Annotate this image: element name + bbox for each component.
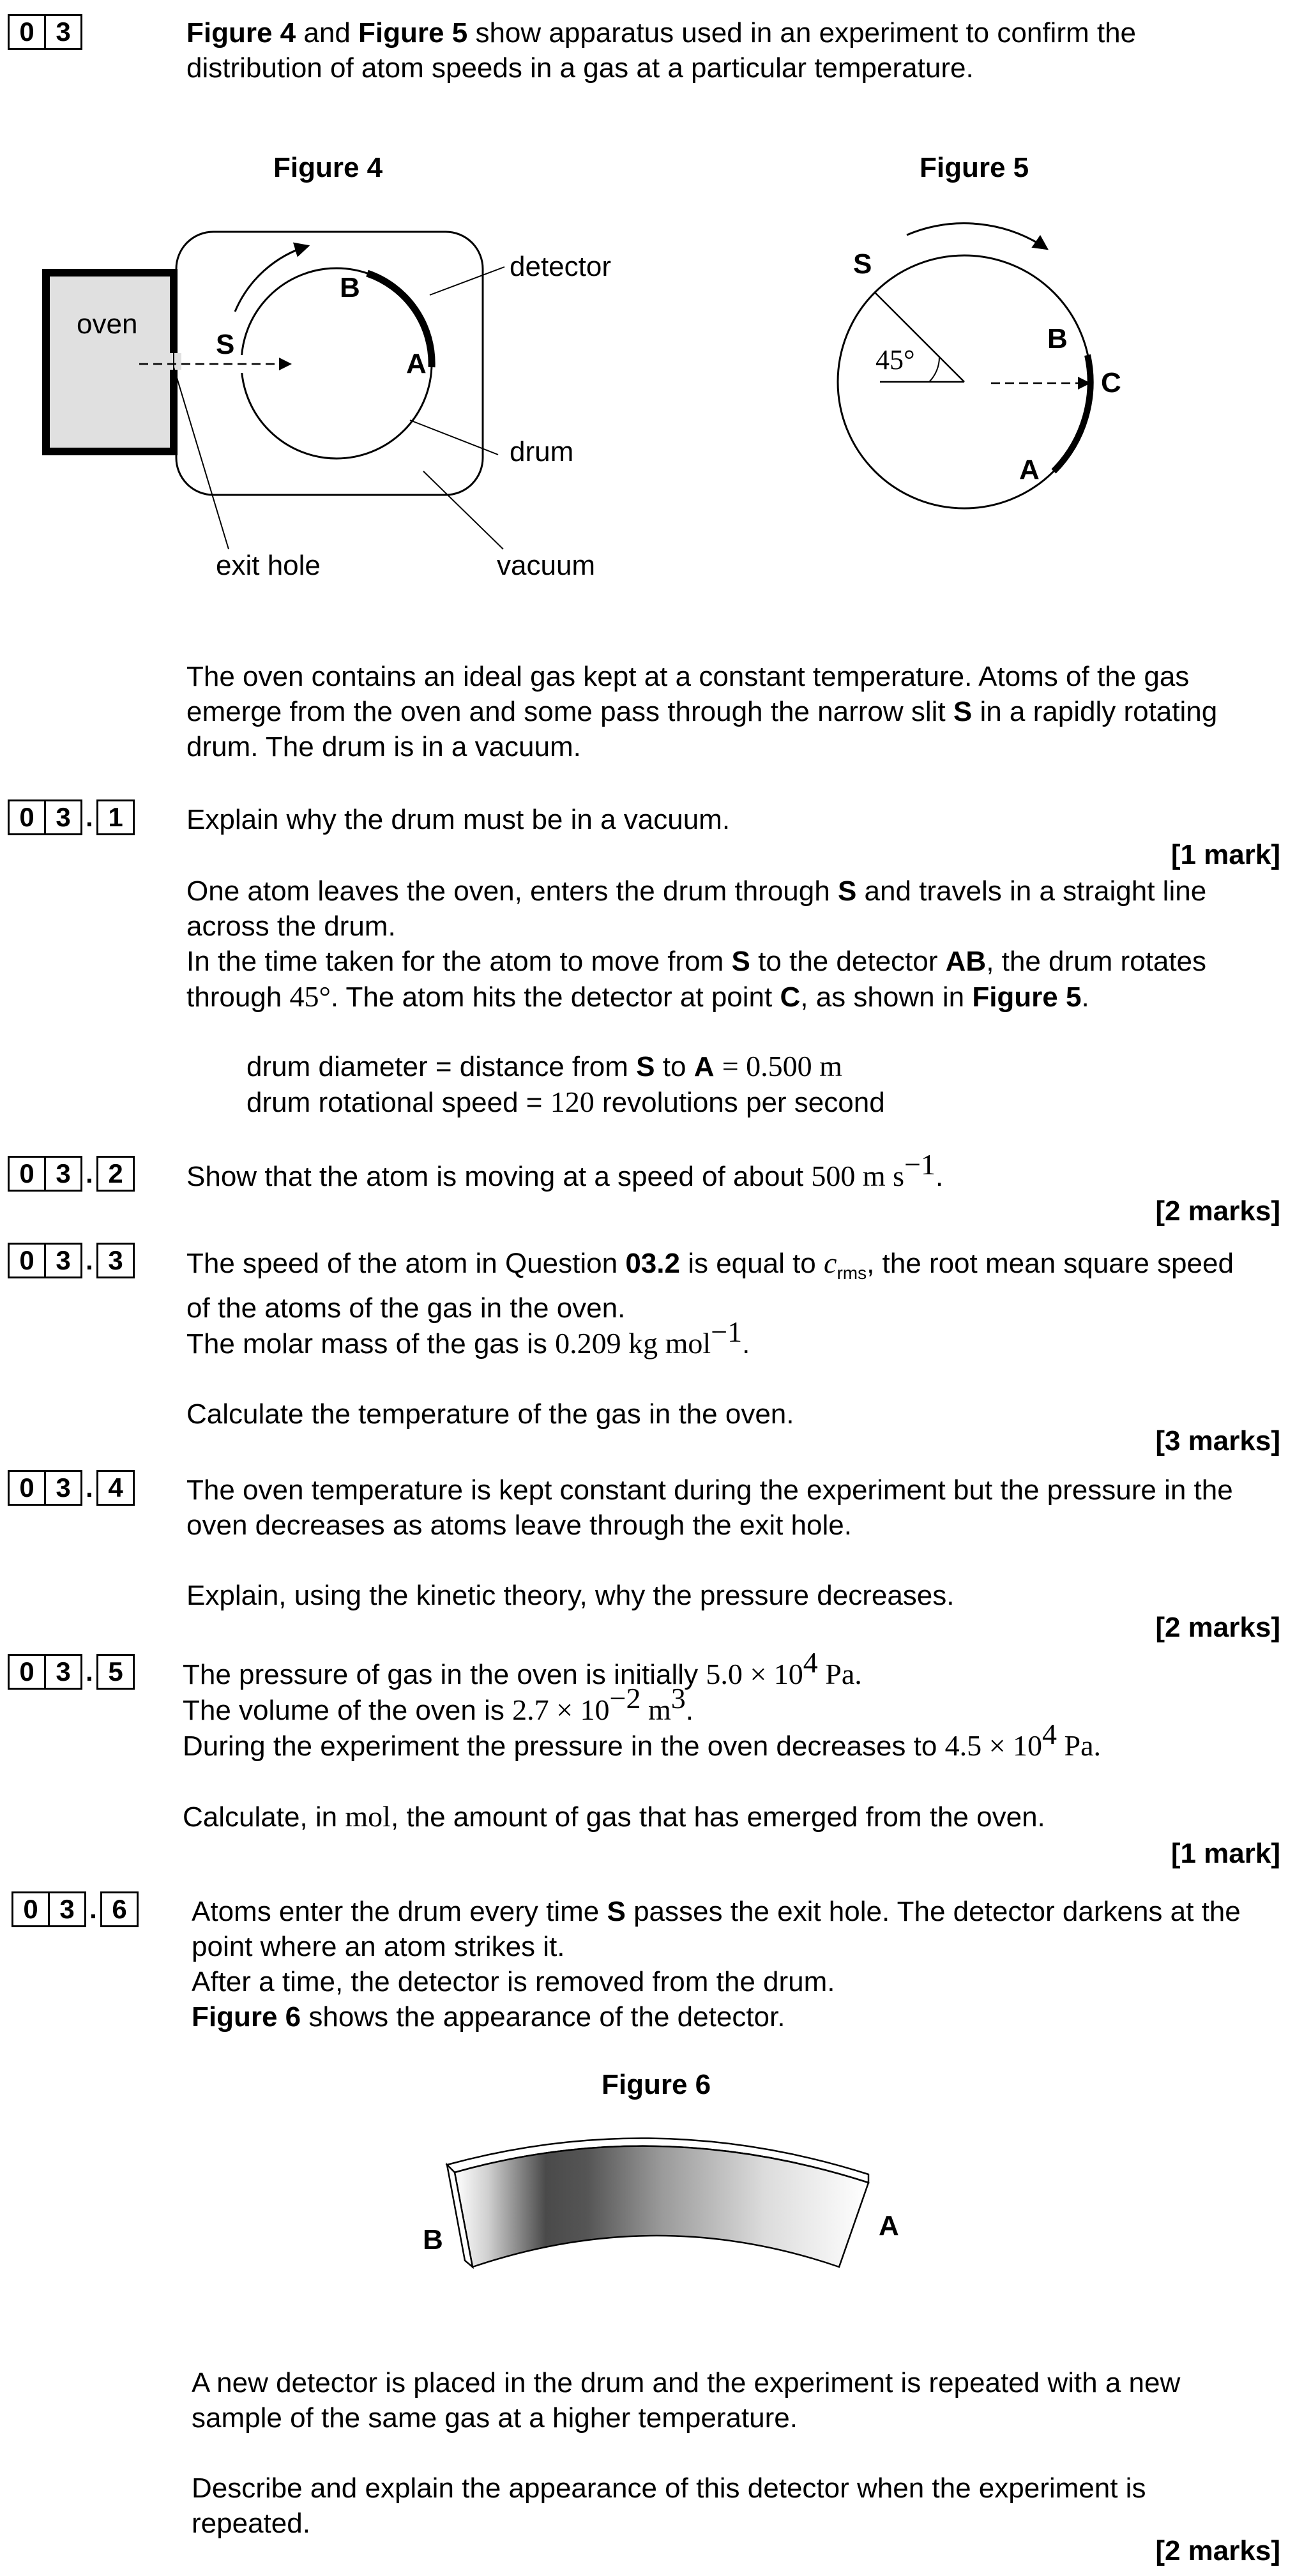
oven-label: oven bbox=[77, 308, 138, 340]
question-number bbox=[8, 14, 82, 50]
a-label-5: A bbox=[1019, 454, 1040, 485]
drum-label: drum bbox=[510, 436, 574, 467]
oven bbox=[46, 273, 174, 451]
description: The oven contains an ideal gas kept at a constant temperature. Atoms of the gas emerge from the oven and some pass through the narrow slit S in a rapidly rotating drum. The drum is in a vacuum. bbox=[186, 661, 1218, 762]
info-text: One atom leaves the oven, enters the drum through S and travels in a straight line across the drum. In the time taken for the atom to move from S to the detector AB, the drum rotates through 45°. The atom hits the detector at point C, as shown in Figure 5. bbox=[186, 875, 1207, 1013]
q1-number: 0 3 . 1 bbox=[8, 799, 135, 835]
exit-hole-label: exit hole bbox=[216, 550, 321, 581]
digit-box: 0 bbox=[8, 14, 46, 50]
figure6-diagram bbox=[396, 2120, 920, 2286]
b-label: B bbox=[340, 272, 360, 303]
angle-label: 45° bbox=[875, 344, 915, 375]
q4-text: The oven temperature is kept constant during the experiment but the pressure in the oven decreases as atoms leave through the exit hole. Explain, using the kinetic theory, why the pressure decreases. bbox=[186, 1474, 1233, 1611]
q1-marks: [1 mark] bbox=[1171, 839, 1280, 870]
q5-number: 0 3 . 5 bbox=[8, 1654, 135, 1690]
b-label-6: B bbox=[423, 2224, 443, 2255]
b-label-5: B bbox=[1047, 323, 1068, 354]
slit-label: S bbox=[216, 329, 235, 360]
q3-marks: [3 marks] bbox=[1155, 1425, 1280, 1457]
q2-marks: [2 marks] bbox=[1155, 1195, 1280, 1227]
q2-number: 0 3 . 2 bbox=[8, 1156, 135, 1192]
final-text: A new detector is placed in the drum and the experiment is repeated with a new sample of the same gas at a higher temperature. Describe and explain the appearance of this detector when the experiment is repeated. bbox=[192, 2367, 1181, 2539]
a-label: A bbox=[406, 348, 427, 379]
q1-text: Explain why the drum must be in a vacuum. bbox=[186, 804, 731, 835]
vacuum-chamber bbox=[176, 232, 483, 495]
figure5-title: Figure 5 bbox=[920, 152, 1029, 183]
detector-arc bbox=[1054, 355, 1091, 471]
q2-text: Show that the atom is moving at a speed of about 500 m $s^{-1}$. bbox=[186, 1148, 944, 1192]
figure5-diagram bbox=[798, 192, 1213, 511]
q3-number: 0 3 . 3 bbox=[8, 1243, 135, 1278]
data-values: drum diameter = distance from S to A = 0.500 m drum rotational speed = 120 revolutions per second bbox=[246, 1050, 885, 1118]
vacuum-label: vacuum bbox=[497, 550, 596, 581]
s-label-5: S bbox=[853, 248, 872, 280]
q3-text: The speed of the atom in Question 03.2 is equal to $c_{rms}$, the root mean square speed of the atoms of the gas in the oven. The molar mass of the gas is 0.209 kg mol$^{-1}$. Calculate the temperature of the gas in the oven. bbox=[186, 1246, 1234, 1430]
c-label-5: C bbox=[1101, 367, 1121, 398]
figure4-title: Figure 4 bbox=[273, 152, 383, 183]
final-marks: [2 marks] bbox=[1155, 2535, 1280, 2566]
a-label-6: A bbox=[879, 2210, 899, 2241]
digit-box: 3 bbox=[44, 14, 82, 50]
q4-marks: [2 marks] bbox=[1155, 1612, 1280, 1643]
q4-number: 0 3 . 4 bbox=[8, 1470, 135, 1506]
q5-marks: [1 mark] bbox=[1171, 1838, 1280, 1869]
figure6-title: Figure 6 bbox=[602, 2069, 711, 2100]
rotation-arrow-5 bbox=[907, 224, 1047, 249]
q5-text: The pressure of gas in the oven is initially $5.0 \times 10^4$ Pa. The volume of the oven is $2.7 \times 10^{-2}$ $m^3$. During the experiment the pressure in the oven decreases to $4.5 \times 10^4$ Pa. Calculate, in mol, the amount of gas that has emerged from the oven. bbox=[183, 1646, 1102, 1833]
figure4-diagram bbox=[0, 192, 639, 600]
intro-text: Figure 4 and Figure 5 show apparatus used in an experiment to confirm the distribution of atom speeds in a gas at a particular temperature. bbox=[186, 17, 1137, 84]
q6-number: 0 3 . 6 bbox=[11, 1891, 139, 1927]
angle-arc bbox=[929, 357, 939, 382]
detector-label: detector bbox=[510, 251, 611, 282]
q6-text: Atoms enter the drum every time S passes the exit hole. The detector darkens at the point where an atom strikes it. After a time, the detector is removed from the drum. Figure 6 shows the appearance of the detector. bbox=[192, 1896, 1241, 2033]
